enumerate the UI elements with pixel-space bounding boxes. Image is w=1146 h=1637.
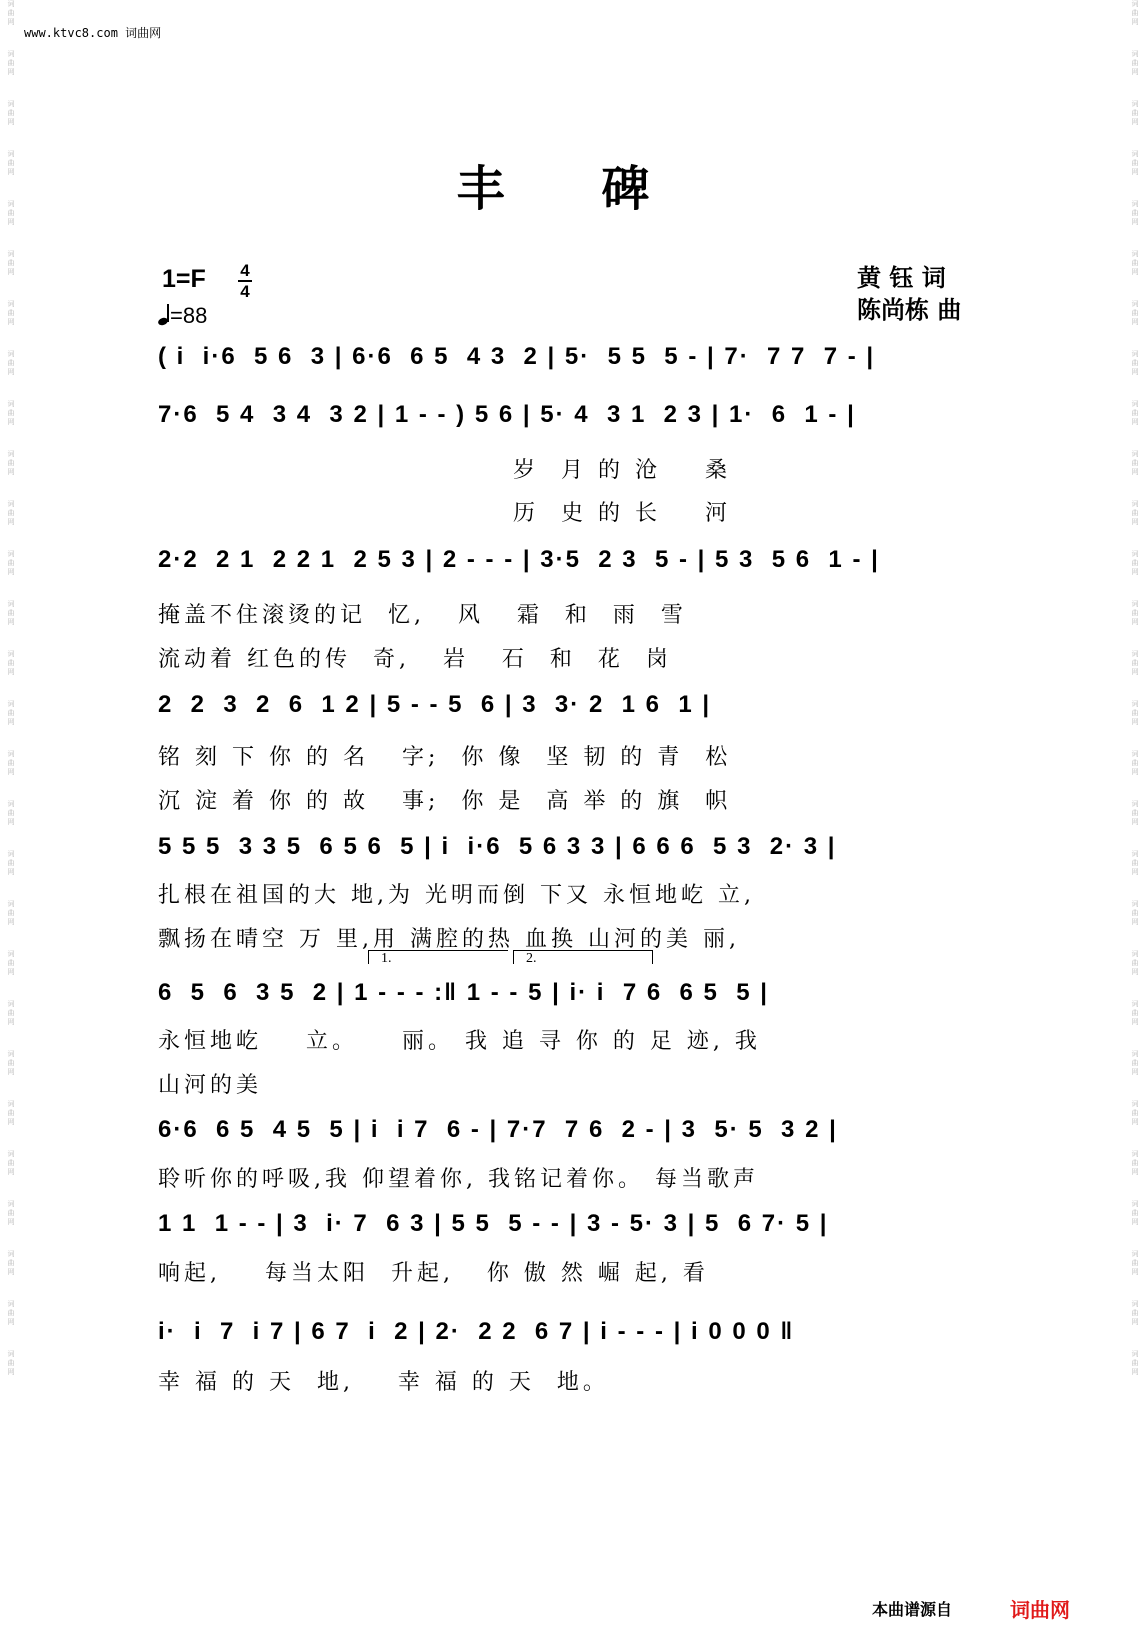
quarter-note-icon bbox=[158, 307, 170, 325]
tempo-marking bbox=[158, 303, 207, 329]
lyric-line: 响起, 每当太阳 升起, 你 傲 然 崛 起, 看 bbox=[158, 1261, 709, 1286]
lyric-line: 飘扬在晴空 万 里,用 满腔的热 血换 山河的美 丽, bbox=[158, 927, 740, 952]
lyric-line: 永恒地屹 立。 丽。 我 追 寻 你 的 足 迹, 我 bbox=[158, 1029, 761, 1054]
volta-2-label: 2. bbox=[526, 951, 537, 966]
footer-logo: 词曲网 bbox=[1010, 1598, 1070, 1622]
notation-line-3: 2·2 2 1 2 2 1 2 5 3 | 2 - - - | 3·5 2 3 5 - | 5 3 5 6 1 - | bbox=[158, 546, 880, 573]
site-url-header bbox=[24, 24, 161, 41]
lyric-line: 掩盖不住滚烫的记 忆, 风 霜 和 雨 雪 bbox=[158, 603, 687, 628]
lyric-line: 岁 月 的 沧 桑 bbox=[513, 458, 731, 483]
footer-source-text: 本曲谱源自 bbox=[872, 1600, 953, 1619]
notation-line-4: 2 2 3 2 6 1 2 | 5 - - 5 6 | 3 3· 2 1 6 1 | bbox=[158, 691, 712, 718]
notation-line-9: i· i 7 i 7 | 6 7 i 2 | 2· 2 2 6 7 | i - - - | i 0 0 0 ‖ bbox=[158, 1318, 795, 1345]
lyric-line: 沉 淀 着 你 的 故 事; 你 是 高 举 的 旗 帜 bbox=[158, 789, 732, 814]
lyricist-credit: 黄 钰 词 bbox=[857, 264, 946, 292]
lyric-line: 聆听你的呼吸,我 仰望着你, 我铭记着你。 每当歌声 bbox=[158, 1167, 759, 1192]
site-url: www.ktvc8.com bbox=[24, 26, 118, 40]
right-watermark-strip: 词曲网 词曲网 词曲网 词曲网 词曲网 词曲网 词曲网 词曲网 词曲网 词曲网 词曲网 词曲网 词曲网 词曲网 词曲网 词曲网 词曲网 词曲网 词曲网 词曲网 词曲网 词曲网 词曲网 词曲网 词曲网 词曲网 词曲网 词曲网 bbox=[1131, 0, 1139, 1376]
notation-line-7: 6·6 6 5 4 5 5 | i i 7 6 - | 7·7 7 6 2 - | 3 5· 5 3 2 | bbox=[158, 1116, 838, 1143]
volta-bracket-2 bbox=[513, 950, 653, 964]
tempo-value: =88 bbox=[170, 303, 208, 328]
lyric-line: 流动着 红色的传 奇, 岩 石 和 花 岗 bbox=[158, 647, 672, 672]
key-signature: 1=F bbox=[162, 265, 206, 293]
lyric-line: 山河的美 bbox=[158, 1073, 263, 1098]
lyric-line: 铭 刻 下 你 的 名 字; 你 像 坚 韧 的 青 松 bbox=[158, 745, 732, 770]
lyric-line: 历 史 的 长 河 bbox=[513, 501, 731, 526]
credits bbox=[857, 262, 961, 326]
notation-line-8: 1 1 1 - - | 3 i· 7 6 3 | 5 5 5 - - | 3 - 5· 3 | 5 6 7· 5 | bbox=[158, 1210, 829, 1237]
lyric-line: 幸 福 的 天 地, 幸 福 的 天 地。 bbox=[158, 1370, 609, 1395]
notation-line-2: 7·6 5 4 3 4 3 2 | 1 - - ) 5 6 | 5· 4 3 1 2 3 | 1· 6 1 - | bbox=[158, 401, 856, 428]
composer-credit: 陈尚栋 曲 bbox=[857, 296, 962, 324]
site-name: 词曲网 bbox=[125, 26, 162, 40]
time-signature-bottom: 4 bbox=[240, 282, 250, 301]
song-title: 丰 碑 bbox=[456, 161, 690, 217]
left-watermark-strip: 词曲网 词曲网 词曲网 词曲网 词曲网 词曲网 词曲网 词曲网 词曲网 词曲网 词曲网 词曲网 词曲网 词曲网 词曲网 词曲网 词曲网 词曲网 词曲网 词曲网 词曲网 词曲网 词曲网 词曲网 词曲网 词曲网 词曲网 词曲网 bbox=[7, 0, 15, 1376]
volta-1-label: 1. bbox=[381, 951, 392, 966]
time-signature-top: 4 bbox=[240, 261, 250, 280]
volta-bracket-1 bbox=[368, 950, 508, 964]
notation-line-5: 5 5 5 3 3 5 6 5 6 5 | i i·6 5 6 3 3 | 6 6 6 5 3 2· 3 | bbox=[158, 833, 837, 860]
lyric-line: 扎根在祖国的大 地,为 光明而倒 下又 永恒地屹 立, bbox=[158, 883, 755, 908]
notation-line-1: ( i i·6 5 6 3 | 6·6 6 5 4 3 2 | 5· 5 5 5 - | 7· 7 7 7 - | bbox=[158, 343, 876, 370]
time-signature bbox=[238, 262, 252, 300]
notation-line-6: 6 5 6 3 5 2 | 1 - - - :‖ 1 - - 5 | i· i 7 6 6 5 5 | bbox=[158, 979, 769, 1006]
